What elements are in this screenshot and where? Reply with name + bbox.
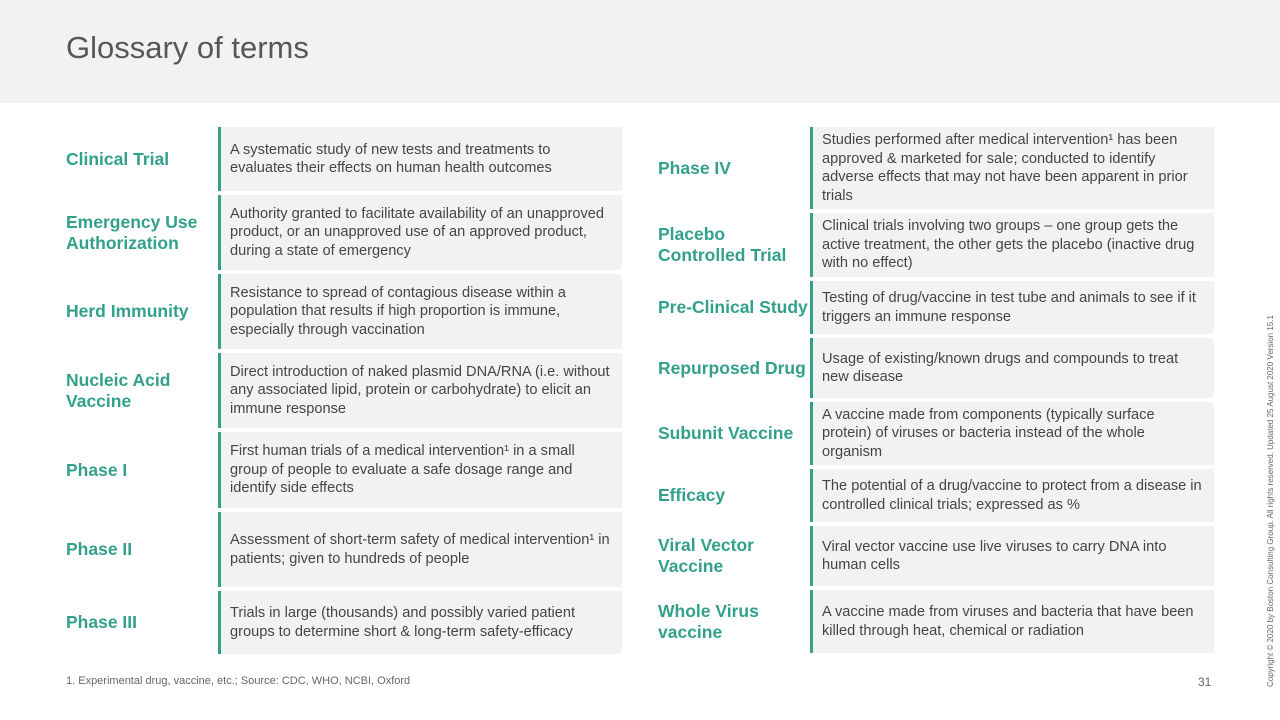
header-band <box>0 0 1280 103</box>
glossary-term: Phase II <box>66 539 133 559</box>
glossary-definition: Direct introduction of naked plasmid DNA/RNA (i.e. without any associated lipid, protein or carbohydrate) to elicit an immune response <box>218 353 622 428</box>
glossary-row <box>66 353 622 428</box>
glossary-row <box>658 338 1214 398</box>
page-number: 31 <box>1198 675 1212 689</box>
glossary-term: Efficacy <box>658 485 726 505</box>
glossary-row <box>66 512 622 587</box>
glossary-definition: Authority granted to facilitate availability of an unapproved product, or an unapproved use of an approved product, during a state of emergency <box>218 195 622 270</box>
glossary-definition: Testing of drug/vaccine in test tube and animals to see if it triggers an immune response <box>810 281 1214 334</box>
glossary-right-column <box>658 127 1214 653</box>
glossary-row <box>658 213 1214 277</box>
glossary-term: Emergency Use Authorization <box>66 211 198 253</box>
glossary-definition: Studies performed after medical intervention¹ has been approved & marketed for sale; conducted to identify adverse effects that may not have been apparent in prior trials <box>810 127 1214 209</box>
glossary-definition: Resistance to spread of contagious disease within a population that results if high proportion is immune, especially through vaccination <box>218 274 622 349</box>
glossary-definition: The potential of a drug/vaccine to protect from a disease in controlled clinical trials; expressed as % <box>810 469 1214 522</box>
glossary-definition: Clinical trials involving two groups – one group gets the active treatment, the other gets the placebo (inactive drug with no effect) <box>810 213 1214 277</box>
glossary-row <box>658 127 1214 209</box>
glossary-row <box>66 432 622 508</box>
glossary-definition: Viral vector vaccine use live viruses to carry DNA into human cells <box>810 526 1214 586</box>
glossary-row <box>66 591 622 654</box>
glossary-term: Nucleic Acid Vaccine <box>66 369 171 411</box>
page-title: Glossary of terms <box>66 30 309 65</box>
glossary-definition: A systematic study of new tests and treatments to evaluates their effects on human health outcomes <box>218 127 622 191</box>
glossary-term: Subunit Vaccine <box>658 423 794 443</box>
glossary-term: Phase III <box>66 612 138 632</box>
glossary-row <box>66 195 622 270</box>
glossary-term: Whole Virus vaccine <box>658 600 759 642</box>
glossary-term: Repurposed Drug <box>658 357 806 378</box>
glossary-term: Phase IV <box>658 157 731 178</box>
glossary-term: Phase I <box>66 459 128 480</box>
glossary-row <box>66 127 622 191</box>
glossary-term: Pre-Clinical Study <box>658 297 808 317</box>
glossary-definition: A vaccine made from viruses and bacteria that have been killed through heat, chemical or radiation <box>810 590 1214 653</box>
glossary-row <box>658 402 1214 465</box>
glossary-term: Placebo Controlled Trial <box>658 224 787 265</box>
glossary-row <box>658 469 1214 522</box>
glossary-row <box>658 590 1214 653</box>
glossary-row <box>658 281 1214 334</box>
glossary-definition: Usage of existing/known drugs and compounds to treat new disease <box>810 338 1214 398</box>
glossary-term: Herd Immunity <box>66 301 189 321</box>
glossary-row <box>66 274 622 349</box>
glossary-term: Clinical Trial <box>66 148 170 169</box>
glossary-term: Viral Vector Vaccine <box>658 535 754 576</box>
glossary-row <box>658 526 1214 586</box>
glossary-definition: Trials in large (thousands) and possibly varied patient groups to determine short & long-term safety-efficacy <box>218 591 622 654</box>
glossary-definition: A vaccine made from components (typically surface protein) of viruses or bacteria instead of the whole organism <box>810 402 1214 465</box>
glossary-definition: First human trials of a medical intervention¹ in a small group of people to evaluate a safe dosage range and identify side effects <box>218 432 622 508</box>
footnote: 1. Experimental drug, vaccine, etc.; Source: CDC, WHO, NCBI, Oxford <box>66 675 411 687</box>
copyright-notice: Copyright © 2020 by Boston Consulting Group. All rights reserved. Updated 25 August 2020 Version 15.1 <box>1266 315 1275 687</box>
glossary-definition: Assessment of short-term safety of medical intervention¹ in patients; given to hundreds of people <box>218 512 622 587</box>
glossary-left-column <box>66 127 622 654</box>
